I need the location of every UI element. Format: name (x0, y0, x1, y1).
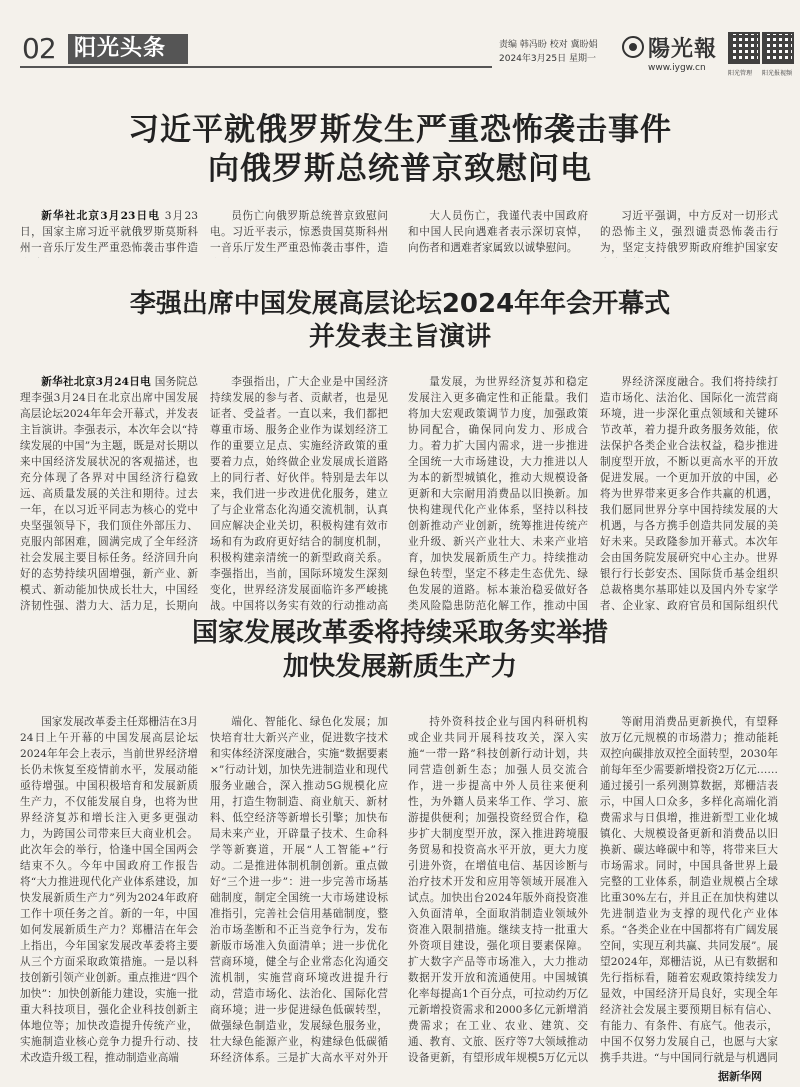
article-text: 3月23日，国家主席习近平就俄罗斯莫斯科州一音乐厅发生严重恐怖袭击事件造 (20, 210, 198, 254)
article1-column-2: 员伤亡向俄罗斯总统普京致慰问电。习近平表示，惊悉贵国莫斯科州一音乐厅发生严重恐怖袭击事件，造 (210, 210, 388, 254)
qr-code-icon (762, 32, 794, 64)
site-url[interactable]: www.iygw.cn (648, 63, 706, 73)
qr-code-icon (728, 32, 760, 64)
page-header (0, 0, 800, 78)
article3-headline-line2: 加快发展新质生产力 (282, 652, 517, 682)
article1-column-1 (20, 208, 198, 258)
source-credit: 据新华网 (718, 1070, 762, 1083)
dateline: 新华社北京3月24日电 (41, 376, 152, 388)
dateline: 新华社北京3月23日电 (41, 210, 161, 222)
article1-headline-line1: 习近平就俄罗斯发生严重恐怖袭击事件 (128, 112, 672, 148)
article-text: 国务院总理李强3月24日在北京出席中国发展高层论坛2024年年会开幕式，并发表主旨演讲。李强表示，本次年会以“持续发展的中国”为主题，既是对长期以来中国经济发展状况的客观描述，也充分体现了各界对中国经济行稳致远、高质量发展的关注和期待。过去一年，在以习近平同志为核心的党中央坚强领导下，我们顶住外部压力、克服内部困难，圆满完成了全年经济社会发展主要目标任务。经济回升向好的态势持续巩固增强，新产业、新模式、新动能加快成长壮大，中国经济韧性强、潜力大、活力足，长期向 (20, 376, 198, 612)
article1-column-4: 习近平强调，中方反对一切形式的恐怖主义，强烈谴责恐怖袭击行为，坚定支持俄罗斯政府维护国家安 (600, 210, 778, 254)
article2-column-4: 界经济深度融合。我们将持续打造市场化、法治化、国际化一流营商环境，进一步深化重点领域和关键环节改革，着力提升政务服务效能，依法保护各类企业合法权益，稳步推进制度型开放，不断以更高水平的开放促进发展。一个更加开放的中国，必将为世界带来更多合作共赢的机遇，我们愿同世界分享中国持续发展的大机遇，与各方携手创造共同发展的美好未来。吴政隆参加开幕式。本次年会由国务院发展研究中心主办。世界银行行长彭安杰、国际货币基金组织总裁格奥尔基耶娃以及国内外专家学者、企业家、政府官员和国际组织代 (600, 376, 778, 612)
sun-icon (622, 36, 644, 58)
logo-text: 陽光報 (648, 36, 718, 62)
issue-date: 2024年3月25日 星期一 (499, 54, 596, 64)
editor-credits: 责编 韩冯盼 校对 冀盼娟 (499, 40, 598, 50)
article3-column-1: 国家发展改革委主任郑栅洁在3月24日上午开幕的中国发展高层论坛2024年年会上表示，当前世界经济增长仍未恢复至疫情前水平，发展动能亟待增强。中国积极培育和发展新质生产力，不仅能发展自身，也将为世界经济复苏和增长注入更多更强动力，为跨国公司带来巨大商业机会。此次年会的举行，恰逢中国全国两会结束不久。今年中国政府工作报告将“大力推进现代化产业体系建设，加快发展新质生产力”列为2024年政府工作十项任务之首。新的一年，中国如何发展新质生产力？郑栅洁在年会上指出，今年国家发展改革委将主要从三个方面采取政策措施。一是以科技创新引领产业创新。重点推进“四个加快”：加快创新能力建设，实施一批重大科技项目，强化企业科技创新主体地位等；加快改造提升传统产业，实施制造业核心竞争力提升行动、技术改造升级工程，推动制造业高端 (20, 716, 198, 1064)
article1-column-3: 大人员伤亡，我谨代表中国政府和中国人民向遇难者表示深切哀悼，向伤者和遇难者家属致以诚挚慰问。 (408, 210, 588, 254)
newspaper-logo (622, 32, 727, 60)
qr-label: 阳光报视频 (762, 70, 793, 77)
page-number: 02 (22, 32, 56, 65)
article3-headline-line1: 国家发展改革委将持续采取务实举措 (191, 618, 608, 648)
section-title: 阳光头条 (68, 34, 188, 64)
article2-column-3: 量发展，为世界经济复苏和稳定发展注入更多确定性和正能量。我们将加大宏观政策调节力度，加强政策协同配合，确保同向发力、形成合力。着力扩大国内需求，进一步推进全国统一大市场建设，大力推进以人为本的新型城镇化，推动大规模设备更新和大宗耐用消费品以旧换新。加快构建现代化产业体系，坚持以科技创新推动产业创新，统筹推进传统产业升级、新兴产业壮大、未来产业培育，加快发展新质生产力。持续推动绿色转型，坚定不移走生态优先、绿色发展的道路。标本兼治稳妥做好各类风险隐患防范化解工作，推动中国 (408, 376, 588, 612)
qr-label: 阳光管理 (728, 70, 753, 77)
header-rule (20, 66, 492, 68)
article2-column-2: 李强指出，广大企业是中国经济持续发展的参与者、贡献者，也是见证者、受益者。一直以来，我们都把尊重市场、服务企业作为谋划经济工作的重要立足点、实施经济政策的重要着力点，始终做企业发展成长道路上的同行者、好伙伴。特别是去年以来，我们进一步改进优化服务，建立了与企业常态化沟通交流机制，认真回应解决企业关切，积极构建有效市场和有为政府更好结合的制度机制，积极构建亲清统一的新型政商关系。李强指出，当前，国际环境发生深刻变化，世界经济发展面临许多严峻挑战。中国将以务实有效的行动推动高 (210, 376, 388, 612)
article3-column-3: 持外资科技企业与国内科研机构或企业共同开展科技攻关，深入实施“一带一路”科技创新行动计划，共同营造创新生态；加强人员交流合作，进一步提高中外人员往来便利性，为外籍人员来华工作、学习、旅游提供便利；加强投资经贸合作，稳步扩大制度型开放，深入推进跨境服务贸易和投资高水平开放，更大力度引进外资，在增值电信、基因诊断与治疗技术开发和应用等领域开展准入试点。加快出台2024年版外商投资准入负面清单，全面取消制造业领域外资准入限制措施。继续支持一批重大外资项目建设，强化项目要素保障。扩大数字产品等市场准入，大力推动数据开发开放和流通使用。中国城镇化率每提高1个百分点，可拉动约万亿元新增投资需求和2000多亿元新增消费需求；在工业、农业、建筑、交通、教育、文旅、医疗等7大领域推动设备更新，有望形成年规模5万亿元以 (408, 716, 588, 1064)
editor-info (499, 38, 617, 66)
article3-column-4: 等耐用消费品更新换代，有望释放万亿元规模的市场潜力；推动能耗双控向碳排放双控全面转型，2030年前每年至少需要新增投资2万亿元……通过援引一系列测算数据，郑栅洁表示，中国人口众多，多样化高端化消费需求与日俱增，推进新型工业化城镇化、大规模设备更新和消费品以旧换新、碳达峰碳中和等，将带来巨大市场需求。同时，中国具备世界上最完整的工业体系，制造业规模占全球比重30%左右，并且正在加快构建以先进制造业为支撑的现代化产业体系。“各类企业在中国都将有广阔发展空间，实现互利共赢、共同发展”。展望2024年，郑栅洁说，从已有数据和先行指标看，随着宏观政策持续发力显效，中国经济开局良好，实现全年经济社会发展主要预期目标有信心、有能力、有条件、有底气。他表示，中国不仅努力发展自己，也愿与大家携手共进。“与中国同行就是与机遇同 (600, 716, 778, 1064)
article2-headline-line1: 李强出席中国发展高层论坛2024年年会开幕式 (129, 289, 671, 319)
article2-column-1 (20, 374, 198, 614)
article2-headline-line2: 并发表主旨演讲 (308, 322, 491, 352)
article3-column-2: 端化、智能化、绿色化发展；加快培育壮大新兴产业，促进数字技术和实体经济深度融合，实施“数据要素×”行动计划，加快先进制造业和现代服务业融合，深入推动5G规模化应用，打造生物制造、商业航天、新材料、低空经济等新增长引擎；加快布局未来产业，开辟量子技术、生命科学等新赛道，开展“人工智能+”行动。二是推进体制机制创新。重点做好“三个进一步”：进一步完善市场基础制度，制定全国统一大市场建设标准指引，完善社会信用基础制度，整治市场垄断和不正当竞争行为，发布新版市场准入负面清单；进一步优化营商环境，健全与企业常态化沟通交流机制，实施营商环境改进提升行动，营造市场化、法治化、国际化营商环境；进一步促进绿色低碳转型，做强绿色制造业，发展绿色服务业，壮大绿色能源产业，构建绿色低碳循环经济体系。三是扩大高水平对外开 (210, 716, 388, 1064)
article1-headline-line2: 向俄罗斯总统普京致慰问电 (208, 151, 592, 187)
